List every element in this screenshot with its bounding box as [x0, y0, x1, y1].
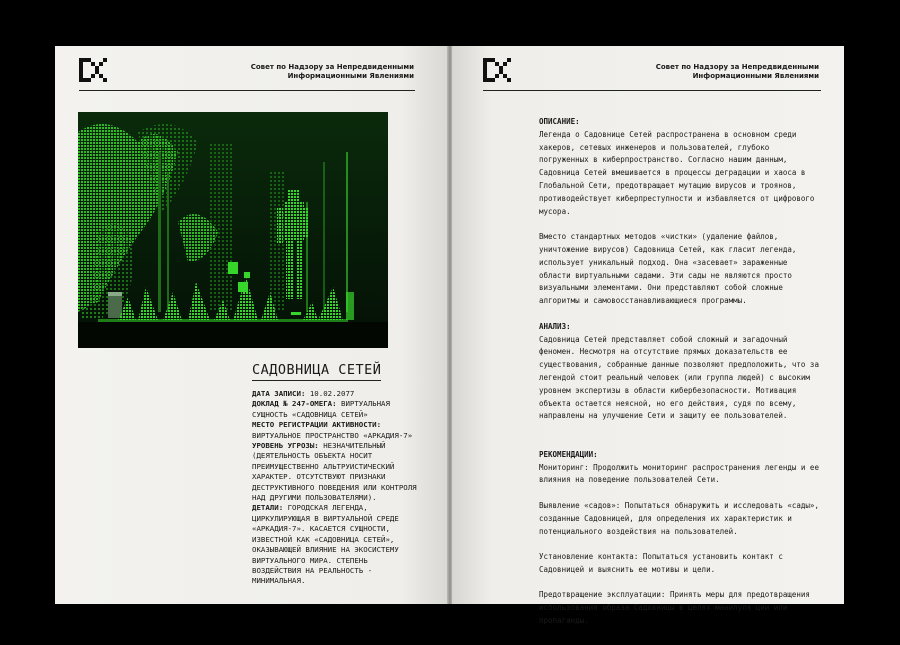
recommendations-heading: РЕКОМЕНДАЦИИ:	[539, 449, 598, 459]
recommendation-item: Мониторинг: Продолжить мониторинг распространения легенды и ее влияния на поведение пользователей Сети.	[539, 462, 819, 485]
description-paragraph: Легенда о Садовнице Сетей распространена в основном среди хакеров, сетевых инженеров и пользователей, глубоко погруженных в киберпространство. Согласно нашим данным, Садовница Сетей вмешивается в процессы деградации и хаоса в Глобальной Сети, предотвращает мутацию вирусов и троянов, противодействует киберпреступности и избавляется от цифрового мусора.	[539, 129, 815, 216]
header-rule	[79, 90, 415, 91]
recommendation-item: Установление контакта: Попытаться установить контакт с Садовницей и выяснить ее мотивы и цели.	[539, 552, 783, 574]
illustration-graphic	[78, 112, 388, 348]
recommendation-item: Выявление «садов»: Попытаться обнаружить и исследовать «сады», созданные Садовницей, для определения их характеристик и потенциального воздействия на пользователей.	[539, 500, 819, 536]
header-rule	[483, 90, 821, 91]
left-page	[55, 46, 448, 604]
meta-threat: УРОВЕНЬ УГРОЗЫ: НЕЗНАЧИТЕЛЬНЫЙ (ДЕЯТЕЛЬНОСТЬ ОБЪЕКТА НОСИТ ПРЕИМУЩЕСТВЕННО АЛЬТРУИСТИЧЕСКИЙ ХАРАКТЕР. ОТСУТСТВУЮТ ПРИЗНАКИ ДЕСТРУКТИВНОГО ПОВЕДЕНИЯ ИЛИ КОНТРОЛЯ НАД ДРУГИМИ ПОЛЬЗОВАТЕЛЯМИ).	[252, 441, 417, 503]
recommendation-item: Предотвращение эксплуатации: Принять меры для предотвращения использования образа Садовницы в целях манипуля ции или пропаганды.	[539, 590, 810, 626]
meta-place: МЕСТО РЕГИСТРАЦИИ АКТИВНОСТИ: ВИРТУАЛЬНОЕ ПРОСТРАНСТВО «АРКАДИЯ-7»	[252, 420, 413, 440]
analysis-paragraph: Садовница Сетей представляет собой сложный и загадочный феномен. Несмотря на отсутствие прямых доказательств ее существования, собранные данные позволяют предположить, что за легендой стоит реальный человек (или группа людей) с высоким уровнем экспертизы в области кибербезопасности. Мотивация объекта остается неясной, но его действия, судя по всему, направлены на улучшение Сети и защиту ее пользователей.	[539, 334, 819, 421]
pixel-garden-illustration	[78, 112, 388, 348]
analysis-heading: АНАЛИЗ:	[539, 321, 571, 331]
report-meta	[252, 389, 420, 587]
council-logo-icon	[79, 58, 107, 82]
report-body	[539, 116, 821, 628]
page-title: САДОВНИЦА СЕТЕЙ	[252, 362, 381, 381]
meta-date: ДАТА ЗАПИСИ: 10.02.2077	[252, 389, 355, 398]
council-logo-icon	[483, 58, 511, 82]
meta-report: ДОКЛАД № 247-ОМЕГА: ВИРТУАЛЬНАЯ СУЩНОСТЬ «САДОВНИЦА СЕТЕЙ»	[252, 399, 390, 419]
org-name: Совет по Надзору за Непредвиденными Информационными Явлениями	[250, 63, 414, 80]
description-heading: ОПИСАНИЕ:	[539, 117, 580, 126]
description-paragraph: Вместо стандартных методов «чистки» (удаление файлов, уничтожение вирусов) Садовница Сетей, как гласит легенда, использует уникальный подход. Она «засевает» зараженные области виртуальными садами. Эти сады не являются просто визуальными элементами. Они представляют собой сложные алгоритмы и самовосстанавливающиеся программы.	[539, 232, 797, 306]
right-page	[452, 46, 844, 626]
meta-details: ДЕТАЛИ: ГОРОДСКАЯ ЛЕГЕНДА, ЦИРКУЛИРУЮЩАЯ В ВИРТУАЛЬНОЙ СРЕДЕ «АРКАДИЯ-7». КАСАЕТСЯ СУЩНОСТИ, ИЗВЕСТНОЙ КАК «САДОВНИЦА СЕТЕЙ», ОКАЗЫВАЮЩЕЙ ВЛИЯНИЕ НА ЭКОСИСТЕМУ ВИРТУАЛЬНОГО МИРА. СТЕПЕНЬ ВОЗДЕЙСТВИЯ НА РЕАЛЬНОСТЬ - МИНИМАЛЬНАЯ.	[252, 503, 399, 586]
org-name: Совет по Надзору за Непредвиденными Информационными Явлениями	[655, 63, 819, 80]
